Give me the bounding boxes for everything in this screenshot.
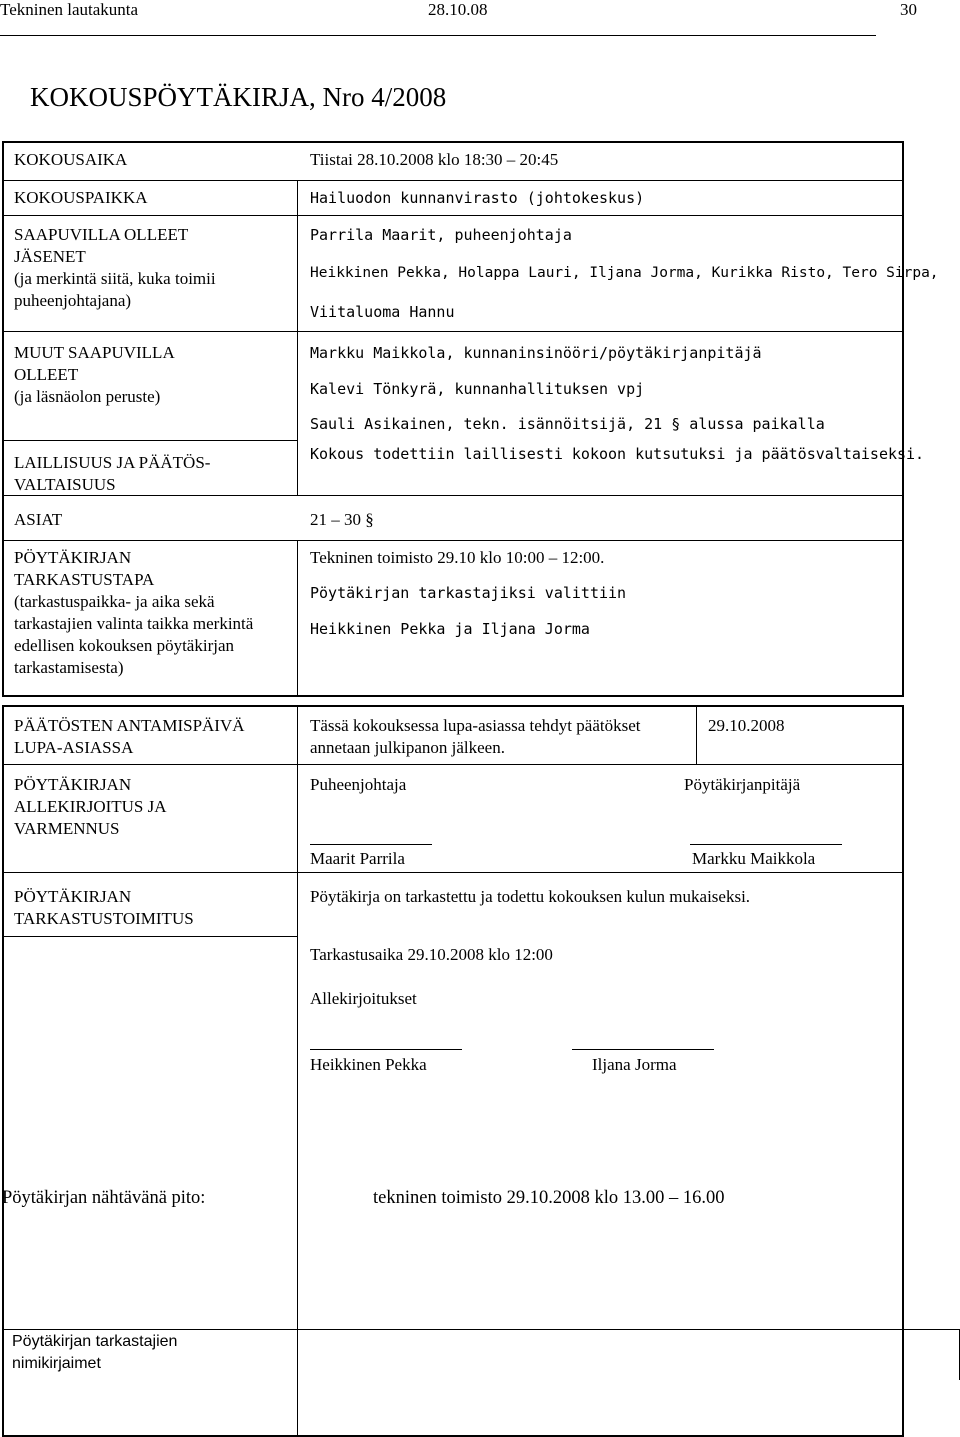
- review-action-label-1: PÖYTÄKIRJAN: [14, 887, 132, 906]
- review-method-label-1: PÖYTÄKIRJAN: [14, 548, 132, 567]
- reviewer2-signature-line: [572, 1049, 714, 1050]
- initials-label-1: Pöytäkirjan tarkastajien: [12, 1333, 178, 1350]
- chair-name: Maarit Parrila: [310, 849, 405, 868]
- decision-date-text-2: annetaan julkipanon jälkeen.: [310, 738, 505, 757]
- legality-value: Kokous todettiin laillisesti kokoon kutsutuksi ja päätösvaltaiseksi.: [310, 445, 925, 463]
- initials-label-2: nimikirjaimet: [12, 1355, 101, 1372]
- reviewer1-signature-line: [310, 1049, 462, 1050]
- meeting-place-value: Hailuodon kunnanvirasto (johtokeskus): [310, 189, 645, 207]
- members-label-1: SAAPUVILLA OLLEET: [14, 225, 189, 244]
- others-label-3: (ja läsnäolon peruste): [14, 387, 161, 406]
- secretary-role: Pöytäkirjanpitäjä: [684, 775, 801, 794]
- decision-date-label-2: LUPA-ASIASSA: [14, 738, 134, 757]
- meeting-time-label: KOKOUSAIKA: [14, 150, 128, 169]
- members-label-4: puheenjohtajana): [14, 291, 132, 310]
- header-org: Tekninen lautakunta: [0, 0, 139, 19]
- review-method-line-3: Heikkinen Pekka ja Iljana Jorma: [310, 620, 590, 638]
- members-line-3: Viitaluoma Hannu: [310, 303, 455, 321]
- others-line-2: Kalevi Tönkyrä, kunnanhallituksen vpj: [310, 380, 645, 398]
- secretary-name: Markku Maikkola: [692, 849, 816, 868]
- display-label: Pöytäkirjan nähtävänä pito:: [2, 1188, 206, 1208]
- meeting-info-divider-lower: [297, 540, 298, 695]
- members-label-3: (ja merkintä siitä, kuka toimii: [14, 269, 216, 288]
- reviewer1-name: Heikkinen Pekka: [310, 1055, 427, 1074]
- legality-label-1: LAILLISUUS JA PÄÄTÖS-: [14, 453, 211, 472]
- members-line-1: Parrila Maarit, puheenjohtaja: [310, 226, 572, 244]
- meeting-time-value: Tiistai 28.10.2008 klo 18:30 – 20:45: [310, 150, 559, 169]
- review-action-line-3: Allekirjoitukset: [310, 989, 417, 1008]
- review-method-label-2: TARKASTUSTAPA: [14, 570, 155, 589]
- others-line-3: Sauli Asikainen, tekn. isännöitsijä, 21 § alussa paikalla: [310, 415, 825, 433]
- meeting-info-divider: [297, 180, 298, 495]
- secretary-signature-line: [690, 844, 842, 845]
- review-action-label-2: TARKASTUSTOIMITUS: [14, 909, 194, 928]
- decision-date-text-1: Tässä kokouksessa lupa-asiassa tehdyt päätökset: [310, 716, 641, 735]
- review-method-label-4: tarkastajien valinta taikka merkintä: [14, 614, 254, 633]
- items-value: 21 – 30 §: [310, 510, 374, 529]
- review-action-line-2: Tarkastusaika 29.10.2008 klo 12:00: [310, 945, 553, 964]
- others-label-2: OLLEET: [14, 365, 79, 384]
- page-title: KOKOUSPÖYTÄKIRJA, Nro 4/2008: [30, 82, 447, 112]
- legality-label-2: VALTAISUUS: [14, 475, 116, 494]
- members-line-2: Heikkinen Pekka, Holappa Lauri, Iljana Jorma, Kurikka Risto, Tero Sirpa,: [310, 265, 939, 281]
- others-line-1: Markku Maikkola, kunnaninsinööri/pöytäkirjanpitäjä: [310, 344, 762, 362]
- review-method-line-2: Pöytäkirjan tarkastajiksi valittiin: [310, 584, 627, 602]
- others-label-1: MUUT SAAPUVILLA: [14, 343, 175, 362]
- members-label-2: JÄSENET: [14, 247, 86, 266]
- decision-date-label-1: PÄÄTÖSTEN ANTAMISPÄIVÄ: [14, 716, 245, 735]
- review-method-line-1: Tekninen toimisto 29.10 klo 10:00 – 12:00.: [310, 548, 605, 567]
- decision-date-value: 29.10.2008: [708, 716, 785, 735]
- items-label: ASIAT: [14, 510, 63, 529]
- display-value: tekninen toimisto 29.10.2008 klo 13.00 – 16.00: [373, 1188, 725, 1208]
- header-rule: [0, 35, 876, 36]
- header-page: 30: [900, 0, 917, 19]
- review-method-label-3: (tarkastuspaikka- ja aika sekä: [14, 592, 215, 611]
- review-action-line-1: Pöytäkirja on tarkastettu ja todettu kokouksen kulun mukaiseksi.: [310, 887, 751, 906]
- review-method-label-5: edellisen kokouksen pöytäkirjan: [14, 636, 235, 655]
- chair-role: Puheenjohtaja: [310, 775, 407, 794]
- meeting-place-label: KOKOUSPAIKKA: [14, 188, 148, 207]
- review-method-label-6: tarkastamisesta): [14, 658, 124, 677]
- header-date: 28.10.08: [428, 0, 488, 19]
- signature-label-1: PÖYTÄKIRJAN: [14, 775, 132, 794]
- chair-signature-line: [310, 844, 432, 845]
- signature-label-2: ALLEKIRJOITUS JA: [14, 797, 167, 816]
- reviewer2-name: Iljana Jorma: [592, 1055, 677, 1074]
- signature-label-3: VARMENNUS: [14, 819, 120, 838]
